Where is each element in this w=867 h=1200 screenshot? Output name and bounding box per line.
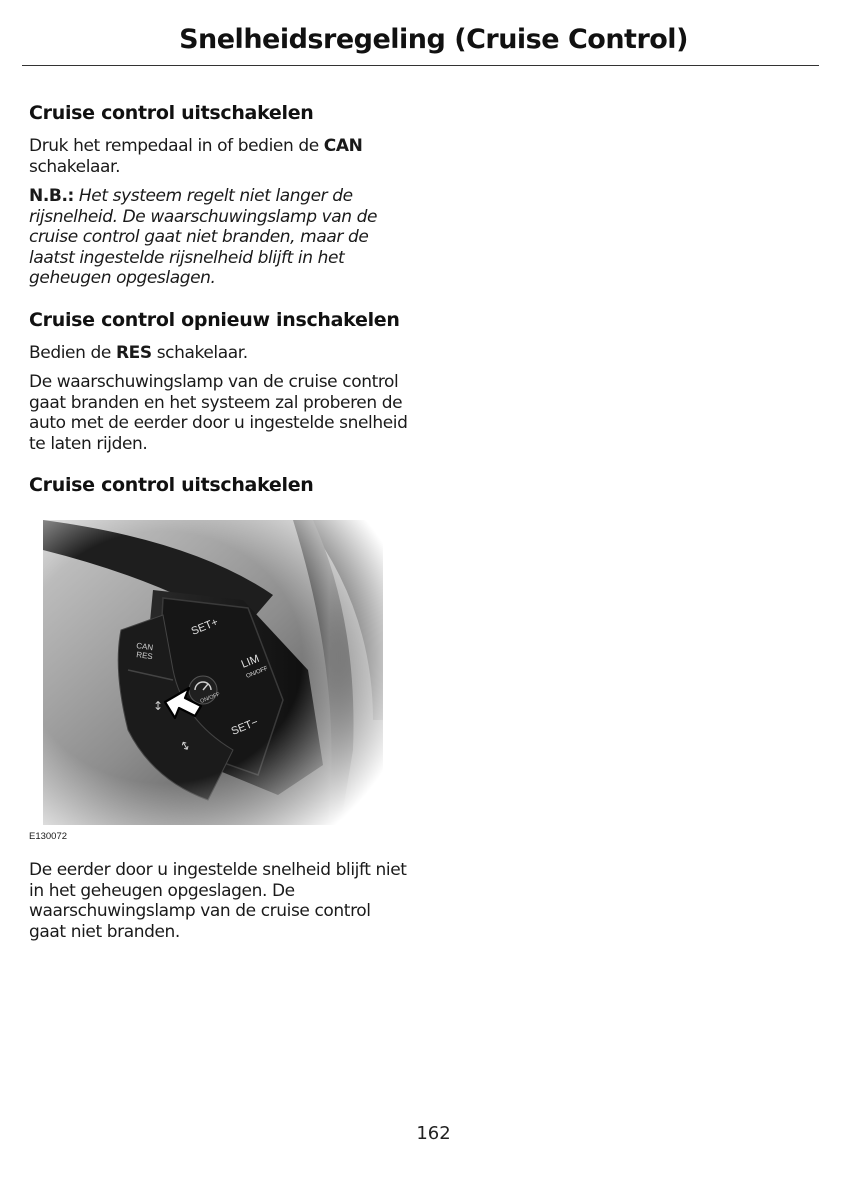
- section-heading-off: Cruise control uitschakelen: [29, 474, 314, 496]
- note-text: Het systeem regelt niet langer de rijsnelheid. De waarschuwingslamp van de cruise control gaat niet branden, maar de laatst ingestelde rijsnelheid blijft in het geheugen opgeslagen.: [29, 186, 378, 288]
- resume-description: De waarschuwingslamp van de cruise control gaat branden en het systeem zal proberen de auto met de eerder door u ingestelde snelheid te laten rijden.: [29, 372, 408, 454]
- note-label: N.B.:: [29, 186, 74, 206]
- section-heading-resume: Cruise control opnieuw inschakelen: [29, 308, 400, 331]
- section-heading-cancel: Cruise control uitschakelen: [29, 102, 314, 124]
- text-segment: schakelaar.: [151, 342, 248, 363]
- steering-wheel-controls-illustration: [43, 520, 383, 825]
- note-paragraph: [29, 186, 409, 289]
- off-description: De eerder door u ingestelde snelheid blijft niet in het geheugen opgeslagen. De waarschuwingslamp van de cruise control gaat niet branden.: [29, 860, 407, 942]
- figure-code: E130072: [29, 831, 68, 842]
- text-segment: Druk het rempedaal in of bedien de: [29, 136, 324, 156]
- text-segment: schakelaar.: [29, 156, 121, 177]
- text-segment: Bedien de: [29, 342, 116, 363]
- page-number: 162: [416, 1123, 451, 1144]
- main-column: [29, 102, 409, 951]
- page-title: Snelheidsregeling (Cruise Control): [179, 24, 688, 55]
- title-divider: [22, 65, 819, 66]
- cancel-instruction: [29, 136, 409, 177]
- res-switch-label: RES: [115, 342, 152, 363]
- can-switch-label: CAN: [323, 136, 363, 156]
- resume-instruction: [29, 343, 409, 364]
- steering-wheel-svg: [43, 520, 383, 825]
- vignette: [43, 520, 383, 825]
